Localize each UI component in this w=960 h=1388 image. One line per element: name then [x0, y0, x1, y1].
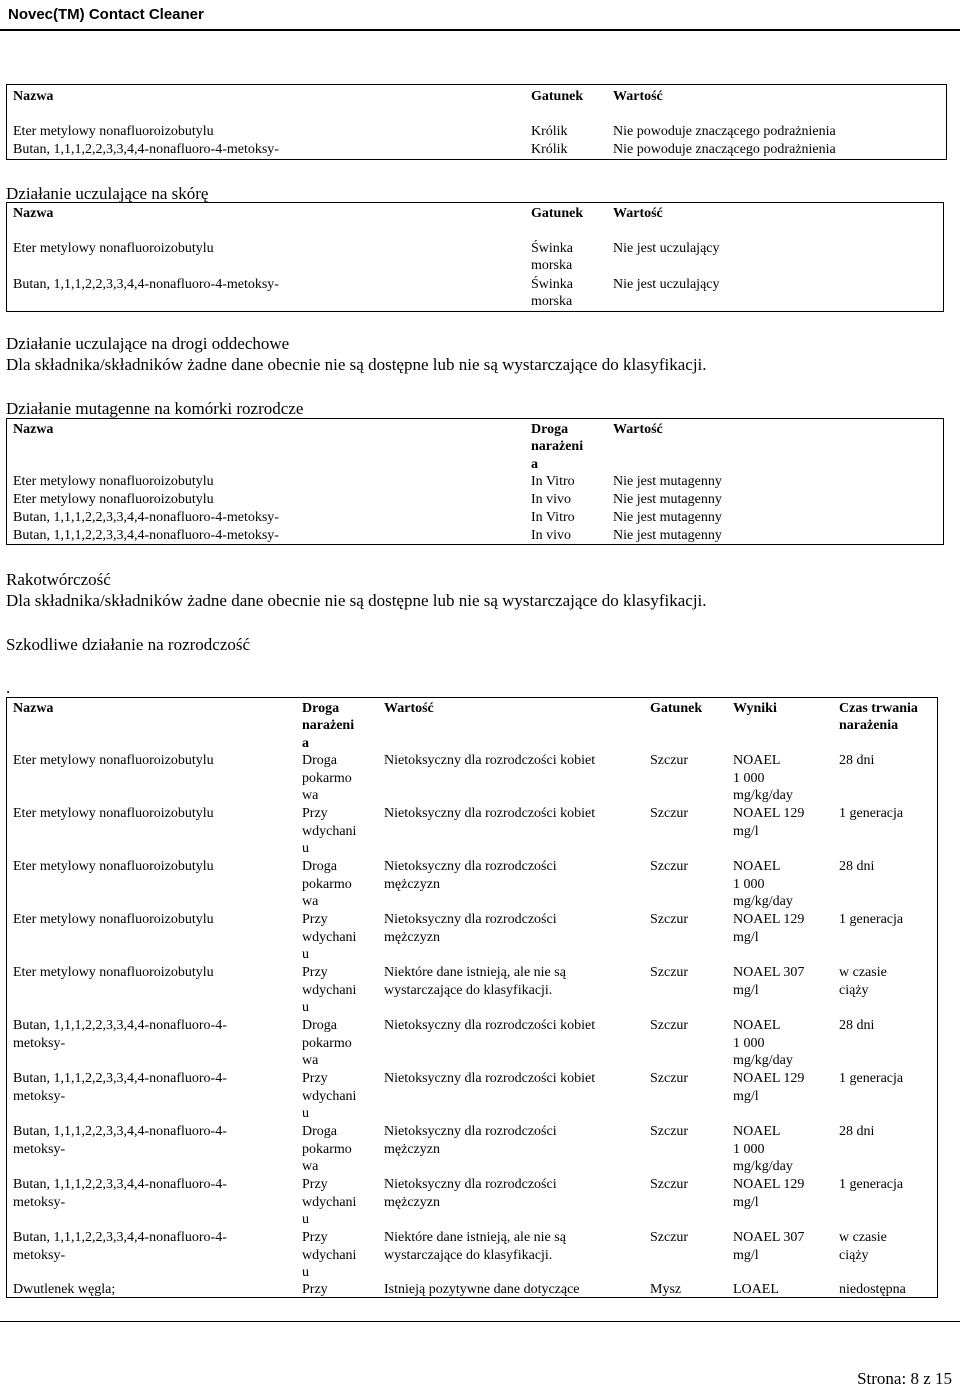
respiratory-sensitization-title: Działanie uczulające na drogi oddechowe [6, 334, 290, 353]
repro-name-r4: Eter metylowy nonafluoroizobutylu [13, 912, 214, 927]
repro-value-r8-line-1: Nietoksyczny dla rozrodczości [384, 1124, 557, 1139]
repro-route-r11: Przy [302, 1282, 328, 1297]
repro-route-r4-line-2: wdychani [302, 930, 357, 945]
repro-route-r1-line-3: wa [302, 788, 319, 803]
repro-name-r1: Eter metylowy nonafluoroizobutylu [13, 753, 214, 768]
repro-result-r8-line-1: NOAEL [733, 1124, 781, 1139]
repro-route-r9-line-2: wdychani [302, 1195, 357, 1210]
footer-divider [0, 1321, 960, 1322]
repro-species-r6: Szczur [650, 1018, 689, 1033]
repro-value-r7: Nietoksyczny dla rozrodczości kobiet [384, 1071, 596, 1086]
repro-result-r5-line-1: NOAEL 307 [733, 965, 805, 980]
repro-route-r1-line-1: Droga [302, 753, 337, 768]
repro-route-r4-line-3: u [302, 947, 309, 962]
skin-r1-species-2: morska [531, 258, 573, 273]
mutagenicity-r4-value: Nie jest mutagenny [613, 528, 722, 543]
carcinogenicity-text: Dla składnika/składników żadne dane obecnie nie są dostępne lub nie są wystarczające do klasyfikacji. [6, 591, 707, 610]
repro-result-r4-line-2: mg/l [733, 930, 759, 945]
repro-value-r8-line-2: mężczyzn [384, 1142, 440, 1157]
repro-header-species: Gatunek [650, 701, 703, 716]
repro-value-r11: Istnieją pozytywne dane dotyczące [384, 1282, 580, 1297]
repro-name-r7-line-1: Butan, 1,1,1,2,2,3,3,4,4-nonafluoro-4- [13, 1071, 227, 1086]
mutagenicity-r2-name: Eter metylowy nonafluoroizobutylu [13, 492, 214, 507]
repro-species-r7: Szczur [650, 1071, 689, 1086]
skin-r1-name: Eter metylowy nonafluoroizobutylu [13, 241, 214, 256]
repro-result-r6-line-1: NOAEL [733, 1018, 781, 1033]
repro-result-r1-line-3: mg/kg/day [733, 788, 793, 803]
mutagenicity-r3-name: Butan, 1,1,1,2,2,3,3,4,4-nonafluoro-4-metoksy- [13, 510, 279, 525]
irritation-r1-value: Nie powoduje znaczącego podrażnienia [613, 124, 836, 139]
repro-route-r10-line-2: wdychani [302, 1248, 357, 1263]
repro-header-value: Wartość [384, 701, 434, 716]
repro-result-r10-line-2: mg/l [733, 1248, 759, 1263]
repro-route-r6-line-1: Droga [302, 1018, 337, 1033]
repro-route-r9-line-1: Przy [302, 1177, 328, 1192]
repro-header-result: Wyniki [733, 701, 777, 716]
repro-header-route-3: a [302, 736, 309, 751]
mutagenicity-header-name: Nazwa [13, 422, 54, 437]
repro-result-r1-line-1: NOAEL [733, 753, 781, 768]
repro-duration-r10-line-1: w czasie [839, 1230, 887, 1245]
skin-header-value: Wartość [613, 206, 663, 221]
repro-value-r5-line-1: Niektóre dane istnieją, ale nie są [384, 965, 566, 980]
repro-route-r6-line-2: pokarmo [302, 1036, 352, 1051]
repro-result-r6-line-3: mg/kg/day [733, 1053, 793, 1068]
mutagenicity-r1-value: Nie jest mutagenny [613, 474, 722, 489]
repro-name-r10-line-2: metoksy- [13, 1248, 66, 1263]
repro-name-r10-line-1: Butan, 1,1,1,2,2,3,3,4,4-nonafluoro-4- [13, 1230, 227, 1245]
mutagenicity-r2-value: Nie jest mutagenny [613, 492, 722, 507]
page-number: Strona: 8 z 15 [857, 1369, 952, 1388]
repro-result-r3-line-3: mg/kg/day [733, 894, 793, 909]
repro-route-r7-line-3: u [302, 1106, 309, 1121]
skin-r2-species: Świnka [531, 277, 573, 292]
irritation-r2-name: Butan, 1,1,1,2,2,3,3,4,4-nonafluoro-4-metoksy- [13, 142, 279, 157]
repro-header-name: Nazwa [13, 701, 54, 716]
repro-result-r2-line-1: NOAEL 129 [733, 806, 805, 821]
mutagenicity-r4-name: Butan, 1,1,1,2,2,3,3,4,4-nonafluoro-4-metoksy- [13, 528, 279, 543]
repro-species-r11: Mysz [650, 1282, 682, 1297]
repro-duration-r3: 28 dni [839, 859, 875, 874]
repro-value-r6: Nietoksyczny dla rozrodczości kobiet [384, 1018, 596, 1033]
repro-species-r8: Szczur [650, 1124, 689, 1139]
mutagenicity-r3-route: In Vitro [531, 510, 575, 525]
repro-result-r3-line-1: NOAEL [733, 859, 781, 874]
document-header [0, 0, 960, 31]
skin-sensitization-table [6, 202, 944, 312]
skin-header-name: Nazwa [13, 206, 54, 221]
repro-route-r10-line-3: u [302, 1265, 309, 1280]
skin-r1-value: Nie jest uczulający [613, 241, 720, 256]
carcinogenicity-title: Rakotwórczość [6, 570, 111, 589]
repro-duration-r4: 1 generacja [839, 912, 904, 927]
repro-species-r10: Szczur [650, 1230, 689, 1245]
repro-name-r3: Eter metylowy nonafluoroizobutylu [13, 859, 214, 874]
repro-route-r3-line-2: pokarmo [302, 877, 352, 892]
repro-route-r10-line-1: Przy [302, 1230, 328, 1245]
repro-value-r1: Nietoksyczny dla rozrodczości kobiet [384, 753, 596, 768]
repro-route-r3-line-3: wa [302, 894, 319, 909]
repro-species-r2: Szczur [650, 806, 689, 821]
repro-header-duration-2: narażenia [839, 718, 899, 733]
irritation-r1-name: Eter metylowy nonafluoroizobutylu [13, 124, 214, 139]
repro-route-r5-line-1: Przy [302, 965, 328, 980]
repro-value-r10-line-2: wystarczające do klasyfikacji. [384, 1248, 553, 1263]
repro-header-route-2: narażeni [302, 718, 355, 733]
reproductive-toxicity-title: Szkodliwe działanie na rozrodczość [6, 635, 251, 654]
repro-route-r2-line-2: wdychani [302, 824, 357, 839]
repro-name-r8-line-1: Butan, 1,1,1,2,2,3,3,4,4-nonafluoro-4- [13, 1124, 227, 1139]
repro-duration-r7: 1 generacja [839, 1071, 904, 1086]
repro-value-r10-line-1: Niektóre dane istnieją, ale nie są [384, 1230, 566, 1245]
repro-route-r8-line-3: wa [302, 1159, 319, 1174]
repro-route-r8-line-1: Droga [302, 1124, 337, 1139]
repro-value-r2: Nietoksyczny dla rozrodczości kobiet [384, 806, 596, 821]
mutagenicity-header-route-2: narażeni [531, 439, 584, 454]
repro-name-r9-line-2: metoksy- [13, 1195, 66, 1210]
repro-value-r4-line-2: mężczyzn [384, 930, 440, 945]
repro-route-r1-line-2: pokarmo [302, 771, 352, 786]
repro-route-r5-line-3: u [302, 1000, 309, 1015]
repro-result-r1-line-2: 1 000 [733, 771, 765, 786]
repro-result-r10-line-1: NOAEL 307 [733, 1230, 805, 1245]
repro-duration-r5-line-2: ciąży [839, 983, 869, 998]
document-title: Novec(TM) Contact Cleaner [8, 6, 204, 23]
repro-species-r4: Szczur [650, 912, 689, 927]
irritation-header-value: Wartość [613, 89, 663, 104]
mutagenicity-header-route-1: Droga [531, 422, 569, 437]
irritation-header-name: Nazwa [13, 89, 54, 104]
skin-r1-species: Świnka [531, 241, 573, 256]
repro-route-r7-line-1: Przy [302, 1071, 328, 1086]
repro-name-r8-line-2: metoksy- [13, 1142, 66, 1157]
repro-value-r4-line-1: Nietoksyczny dla rozrodczości [384, 912, 557, 927]
skin-sensitization-title: Działanie uczulające na skórę [6, 184, 209, 203]
repro-result-r11: LOAEL [733, 1282, 779, 1297]
skin-r2-value: Nie jest uczulający [613, 277, 720, 292]
repro-name-r11: Dwutlenek węgla; [13, 1282, 116, 1297]
repro-duration-r1: 28 dni [839, 753, 875, 768]
repro-value-r9-line-1: Nietoksyczny dla rozrodczości [384, 1177, 557, 1192]
repro-duration-r5-line-1: w czasie [839, 965, 887, 980]
repro-route-r3-line-1: Droga [302, 859, 337, 874]
mutagenicity-r1-name: Eter metylowy nonafluoroizobutylu [13, 474, 214, 489]
skin-r2-name: Butan, 1,1,1,2,2,3,3,4,4-nonafluoro-4-metoksy- [13, 277, 279, 292]
repro-name-r5: Eter metylowy nonafluoroizobutylu [13, 965, 214, 980]
repro-value-r9-line-2: mężczyzn [384, 1195, 440, 1210]
repro-route-r5-line-2: wdychani [302, 983, 357, 998]
irritation-header-species: Gatunek [531, 89, 584, 104]
mutagenicity-r3-value: Nie jest mutagenny [613, 510, 722, 525]
irritation-r2-species: Królik [531, 142, 568, 157]
repro-result-r2-line-2: mg/l [733, 824, 759, 839]
repro-result-r7-line-2: mg/l [733, 1089, 759, 1104]
repro-route-r6-line-3: wa [302, 1053, 319, 1068]
mutagenicity-header-route-3: a [531, 457, 538, 472]
repro-result-r7-line-1: NOAEL 129 [733, 1071, 805, 1086]
repro-species-r3: Szczur [650, 859, 689, 874]
irritation-r1-species: Królik [531, 124, 568, 139]
repro-result-r8-line-2: 1 000 [733, 1142, 765, 1157]
repro-duration-r11: niedostępna [839, 1282, 906, 1297]
repro-route-r9-line-3: u [302, 1212, 309, 1227]
repro-value-r3-line-2: mężczyzn [384, 877, 440, 892]
irritation-r2-value: Nie powoduje znaczącego podrażnienia [613, 142, 836, 157]
repro-result-r5-line-2: mg/l [733, 983, 759, 998]
repro-name-r7-line-2: metoksy- [13, 1089, 66, 1104]
repro-name-r6-line-1: Butan, 1,1,1,2,2,3,3,4,4-nonafluoro-4- [13, 1018, 227, 1033]
repro-value-r5-line-2: wystarczające do klasyfikacji. [384, 983, 553, 998]
repro-result-r9-line-2: mg/l [733, 1195, 759, 1210]
repro-result-r4-line-1: NOAEL 129 [733, 912, 805, 927]
repro-route-r2-line-3: u [302, 841, 309, 856]
repro-duration-r6: 28 dni [839, 1018, 875, 1033]
repro-result-r6-line-2: 1 000 [733, 1036, 765, 1051]
mutagenicity-header-value: Wartość [613, 422, 663, 437]
repro-route-r7-line-2: wdychani [302, 1089, 357, 1104]
repro-value-r3-line-1: Nietoksyczny dla rozrodczości [384, 859, 557, 874]
repro-duration-r10-line-2: ciąży [839, 1248, 869, 1263]
repro-header-route-1: Droga [302, 701, 340, 716]
repro-header-duration-1: Czas trwania [839, 701, 918, 716]
repro-name-r6-line-2: metoksy- [13, 1036, 66, 1051]
repro-duration-r9: 1 generacja [839, 1177, 904, 1192]
repro-route-r8-line-2: pokarmo [302, 1142, 352, 1157]
reproductive-toxicity-dot: . [6, 678, 11, 697]
repro-species-r1: Szczur [650, 753, 689, 768]
repro-result-r3-line-2: 1 000 [733, 877, 765, 892]
repro-duration-r2: 1 generacja [839, 806, 904, 821]
repro-duration-r8: 28 dni [839, 1124, 875, 1139]
respiratory-sensitization-text: Dla składnika/składników żadne dane obecnie nie są dostępne lub nie są wystarczające do klasyfikacji. [6, 355, 707, 374]
repro-route-r4-line-1: Przy [302, 912, 328, 927]
repro-route-r2-line-1: Przy [302, 806, 328, 821]
repro-name-r9-line-1: Butan, 1,1,1,2,2,3,3,4,4-nonafluoro-4- [13, 1177, 227, 1192]
mutagenicity-r1-route: In Vitro [531, 474, 575, 489]
mutagenicity-r4-route: In vivo [531, 528, 572, 543]
repro-result-r9-line-1: NOAEL 129 [733, 1177, 805, 1192]
repro-species-r5: Szczur [650, 965, 689, 980]
skin-r2-species-2: morska [531, 294, 573, 309]
mutagenicity-title: Działanie mutagenne na komórki rozrodcze [6, 399, 304, 418]
skin-header-species: Gatunek [531, 206, 584, 221]
mutagenicity-r2-route: In vivo [531, 492, 572, 507]
repro-result-r8-line-3: mg/kg/day [733, 1159, 793, 1174]
repro-name-r2: Eter metylowy nonafluoroizobutylu [13, 806, 214, 821]
repro-species-r9: Szczur [650, 1177, 689, 1192]
